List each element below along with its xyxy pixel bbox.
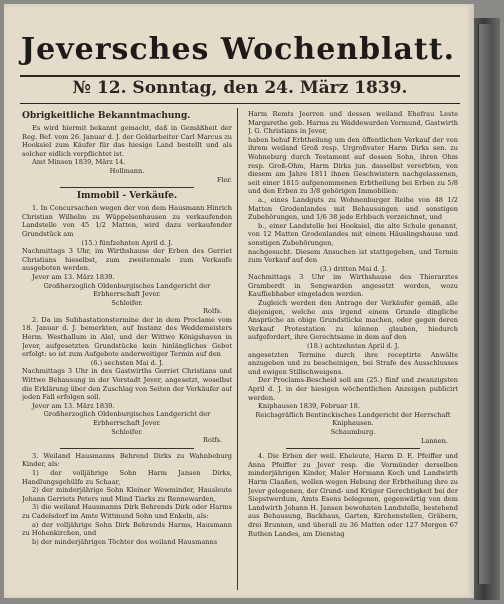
signature: Hollmann.: [109, 166, 145, 175]
paragraph: 2. Da im Subhastationstermine der in dem Proclame vom 18. Januar d. J. bemerkten, auf Instanz des Weddemeisters Herm. Westhallum in Alel, und der Wittwe Königshaven in Jever, aufgesetzten Grundstücke kein hinlängliches Gebot erfolgt: so ist zum Aufgebote anderweitiger Termin auf den: [22, 315, 232, 359]
separator: [286, 448, 420, 449]
left-column: [22, 110, 232, 594]
paragraph: 3. Weiland Hausmanns Behrend Dirks zu Wahnbeburg Kinder, als:: [22, 451, 232, 469]
column-divider: [237, 108, 238, 590]
paragraph: nachgesucht. Diesem Ansuchen ist stattgegeben, und Termin zum Verkauf auf den: [248, 247, 458, 265]
list-item: b., einer Landstelle bei Hooksiel, die alte Schule genannt, von 12 Matten Grodenlandes mit einem Häuslingshause und sonstigen Zubehörungen,: [248, 221, 458, 247]
signature: Rolfs.: [203, 307, 222, 316]
signature: Schloifer.: [111, 427, 143, 436]
book-spine-edge: [474, 18, 500, 600]
top-rule: [20, 75, 460, 77]
list-item: 1) der volljährige Sohn Harm Jansen Dirks, Handlungsgehülfe zu Schaar,: [22, 468, 232, 486]
list-item: 3) die weiland Hausmanns Dirk Behrends Dirk oder Harms zu Cadelsdorf im Amte Wittmund Sohn und Enkeln, als:: [22, 503, 232, 520]
court-name: Reichsgräflich Bentinckisches Landgericht der Herrschaft Kniphausen.: [255, 410, 451, 428]
spine-strip: [478, 24, 493, 584]
date-line: (18.) achtzehnten April d. J.: [306, 342, 400, 351]
paragraph: Zugleich werden den Antrage der Verkäufer gemäß, alle diejenigen, welche aus irgend einem Grunde dingliche Ansprüche an obige Grundstücke machen, oder gegen deren Verkauf Protestation zu können glauben, hiedurch aufgefordert, ihre Gerechtsame in dem auf den: [248, 299, 458, 342]
court-name: Großherzoglich Oldenburgisches Landgericht der Erbherrschaft Jever.: [43, 281, 211, 299]
paragraph: Nachmittags 3 Uhr, im Wirthshause der Erben des Gerriet Christians hieselbst, zum zweitenmale zum Verkaufe ausgeboten werden.: [22, 247, 232, 273]
issue-line: № 12. Sonntag, den 24. März 1839.: [72, 78, 408, 98]
date-line: (15.) fünfzehnten April d. J.: [81, 238, 173, 247]
signature: Schloifer.: [111, 298, 143, 307]
paragraph: Es wird hiermit bekannt gemacht, daß in Gemäßheit der Reg. Bef. vom 26. Januar d. J. der Goldarbeiter Carl Marcus zu Hooksiel zum Käufer für das hiesige Land bestellt und als solcher eidlich verpflichtet ist.: [22, 124, 232, 158]
date-line: (6.) sechsten Mai d. J.: [90, 358, 164, 367]
date-line: Jever am 13. März 1839.: [32, 272, 115, 281]
separator: [60, 448, 194, 449]
court-name: Schaumburg.: [330, 427, 376, 436]
date-line: Amt Minsen 1839, März 14.: [32, 158, 126, 167]
paragraph: haben behuf Erbtheilung um den öffentlichen Verkauf der von ihrem weiland Groß resp. Urgroßvater Harm Dirks sen. zu Wohneburg durch Testament auf dessen Sohn, ihren Ohm resp. Groß-Ohm, Harm Dirks jun. dasselbst vererbten, von diesem am Jahre 1811 ihnen Geschwistern nachgelassenen, seit einer 1815 aufgenommenen Erbtheilung bei Erben zu 5/8 und den Erben zu 3/8 gehörigen Immobilien:: [248, 135, 458, 196]
issue-rule: [20, 103, 460, 104]
newspaper-page: [4, 4, 474, 598]
section-heading: Immobil - Verkäufe.: [76, 191, 178, 202]
court-name: Großherzoglich Oldenburgisches Landgericht der Erbherrschaft Jever.: [43, 410, 211, 427]
paragraph: 4. Die Erben der weil. Eheleute, Harm D. E. Pfeiffer und Anna Pfeiffer zu Jever resp. die Vormünder derselben minderjährigen Kinder, Maler Hermann Koch und Landwirth Harm Claaßen, wollen wegen Hebung der Erbtheilung ihre zu Jever gelegenen, der Grund- und Krüger Gerechtigkeit bei der Siepstwerdum, Amts Esens belegenen, gegenwärtig von dem Landwirth Johann H. Jansen bewohnten Landstelle, bestehend aus Behausung, Backhaus, Garten, Kirchenstellen, Gräbern, drei Brunnen, und überall zu 36 Matten oder 127 Morgen 67 Ruthen Landes, am Dienstag: [248, 452, 458, 538]
date-line: Jever am 13. März 1839.: [32, 401, 115, 410]
signature: Rolfs.: [203, 436, 222, 445]
list-item: a., eines Landguts zu Wohnenburger Reihe von 48 1/2 Matten Grodenlandes mit Behausungen und sonstigen Zubehörungen, und 1/6 38 jede Erbbuch verzeichnet, und: [248, 195, 458, 222]
section-heading: Obrigkeitliche Bekanntmachung.: [22, 111, 191, 121]
list-item: b) der minderjährigen Töchter des weiland Hausmanns: [32, 537, 218, 546]
paragraph: Der Proclams-Bescheid soll am (25.) fünf und zwanzigsten April d. J. in der hiesigen wöchentlichen Anzeigen publicirt werden.: [248, 376, 458, 402]
masthead-title: Jeversches Wochenblatt.: [20, 32, 456, 67]
paragraph: angesetzten Termine durch ihre receptirte Anwälte anzugeben und zu bescheinigen, bei Strafe des Ausschlusses und ewigen Stillschweigens.: [248, 350, 458, 376]
signature: Flor.: [216, 175, 232, 184]
date-line: Kniphausen 1839, Februar 18.: [258, 402, 360, 411]
date-line: (3.) dritten Mai d. J.: [319, 264, 387, 273]
paragraph: Harm Remts Jeerren und dessen weiland Ehefrau Leste Margarethe geb. Harms zu Waddewarden Vormund, Gastwirth J. G. Christians in Jever,: [248, 110, 458, 136]
separator: [60, 187, 194, 188]
list-item: a) der volljährige Sohn Dirk Behrends Harms, Hausmann zu Hohenkirchen, und: [22, 520, 232, 538]
paragraph: Nachmittags 3 Uhr im Wirthshause des Thierarztes Gramberdt in Sengwarden angesetzt worden, wozu Kaufliebhaber eingeladen werden.: [248, 273, 458, 299]
right-column: [248, 110, 458, 594]
paragraph: 1. In Concursachen wegen der von dem Hausmann Hinrich Christian Wilhelm zu Wüppelsenhausen zu verkaufenden Landstelle von 45 1/2 Matten, wird dazu verkaufender Grundstück am: [22, 204, 232, 238]
paragraph: Nachmittags 3 Uhr in des Gastwirths Gerriet Christians und Wittwe Behausung in der Vorstadt Jever, angesetzt, woselbst die Erklärung über den Zuschlag von Seiten der Verkäufer auf jeden Fall erfolgen soll.: [22, 367, 232, 402]
list-item: 2) der minderjährige Sohn Kleiner Wewminder, Hausleute Johann Gerriets Peters und Mind Tiarks zu Rennewarden,: [22, 486, 232, 503]
signature: Lannen.: [420, 436, 448, 445]
